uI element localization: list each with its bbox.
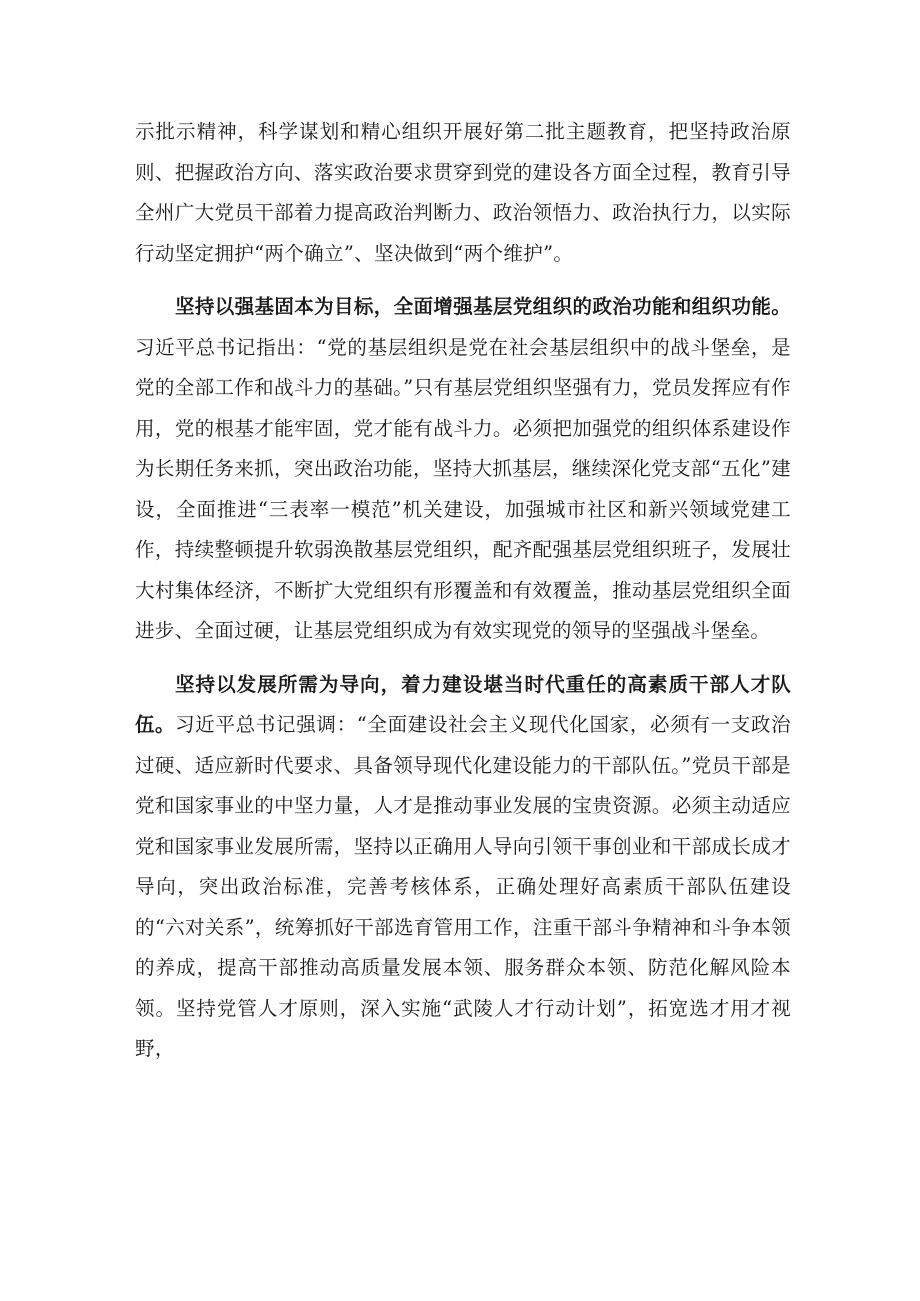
paragraph-1 bbox=[135, 112, 791, 274]
paragraph-2-body: 习近平总书记指出：“党的基层组织是党在社会基层组织中的战斗堡垒，是党的全部工作和战斗力的基础。”只有基层党组织坚强有力，党员发挥应有作用，党的根基才能牢固，党才能有战斗力。必须把加强党的组织体系建设作为长期任务来抓，突出政治功能，坚持大抓基层，继续深化党支部“五化”建设，全面推进“三表率一模范”机关建设，加强城市社区和新兴领域党建工作，持续整顿提升软弱涣散基层党组织，配齐配强基层党组织班子，发展壮大村集体经济，不断扩大党组织有形覆盖和有效覆盖，推动基层党组织全面进步、全面过硬，让基层党组织成为有效实现党的领导的坚强战斗堡垒。 bbox=[135, 335, 791, 642]
paragraph-3-body: 习近平总书记强调：“全面建设社会主义现代化国家，必须有一支政治过硬、适应新时代要求、具备领导现代化建设能力的干部队伍。”党员干部是党和国家事业的中坚力量，人才是推动事业发展的宝贵资源。必须主动适应党和国家事业发展所需，坚持以正确用人导向引领干事创业和干部成长成才导向，突出政治标准，完善考核体系，正确处理好高素质干部队伍建设的“六对关系”，统筹抓好干部选育管用工作，注重干部斗争精神和斗争本领的养成，提高干部推动高质量发展本领、服务群众本领、防范化解风险本领。坚持党管人才原则，深入实施“武陵人才行动计划”，拓宽选才用才视野， bbox=[135, 713, 791, 1060]
paragraph-3 bbox=[135, 665, 791, 1070]
paragraph-2 bbox=[135, 287, 791, 652]
document-page bbox=[135, 112, 791, 1070]
paragraph-1-body: 示批示精神，科学谋划和精心组织开展好第二批主题教育，把坚持政治原则、把握政治方向、落实政治要求贯穿到党的建设各方面全过程，教育引导全州广大党员干部着力提高政治判断力、政治领悟力、政治执行力，以实际行动坚定拥护“两个确立”、坚决做到“两个维护”。 bbox=[135, 120, 791, 265]
paragraph-3-lead: 坚持以发展所需为导向，着力建设堪当时代重任的高素质干部人才队伍。 bbox=[135, 672, 791, 736]
paragraph-2-lead: 坚持以强基固本为目标，全面增强基层党组织的政治功能和组织功能。 bbox=[175, 295, 791, 318]
